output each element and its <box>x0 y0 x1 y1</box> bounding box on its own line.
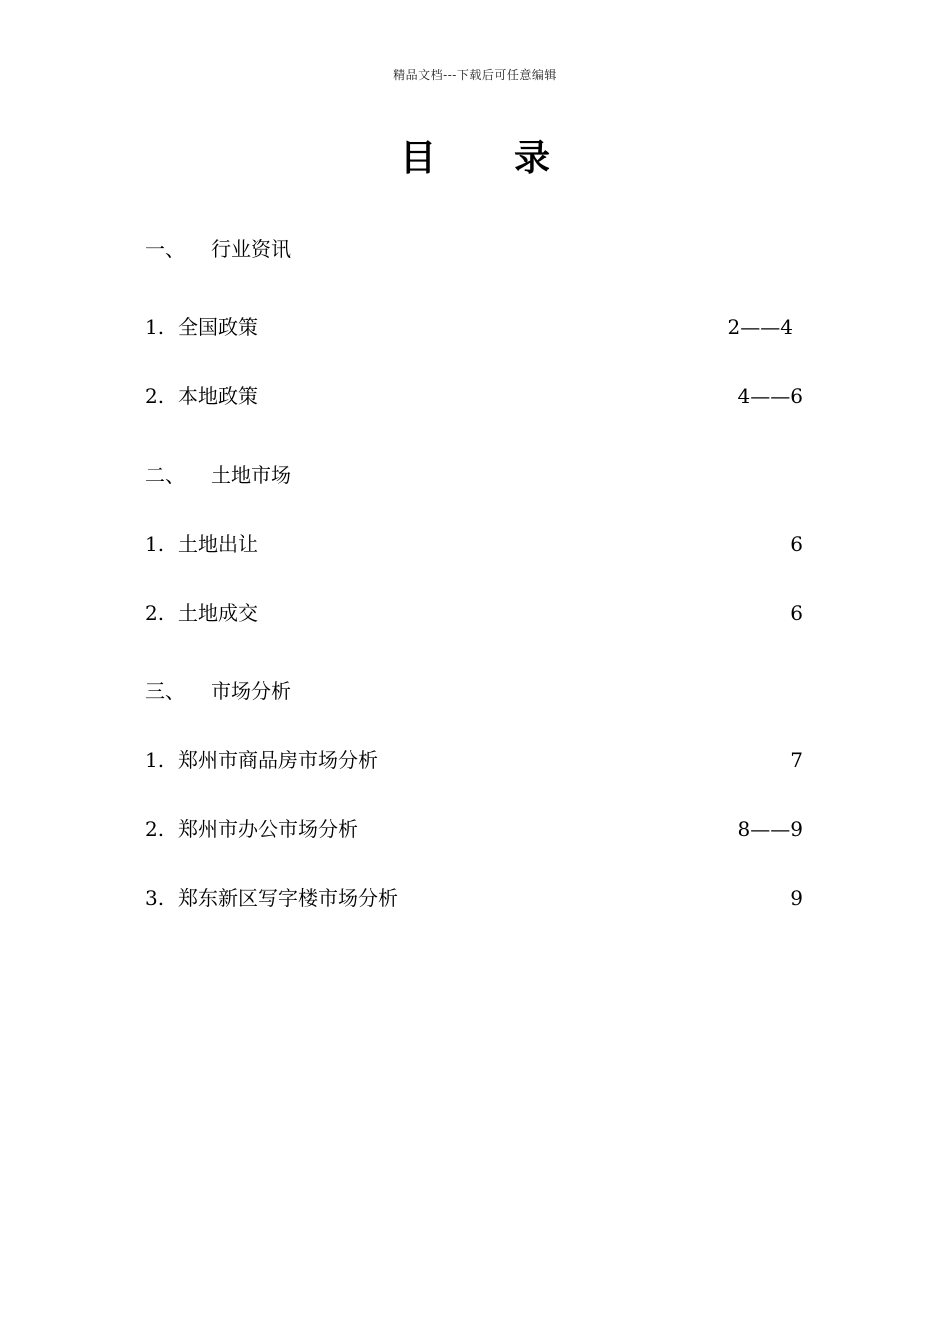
toc-section-number: 一、 <box>145 237 185 261</box>
toc-item-label: 本地政策 <box>178 384 258 408</box>
toc-item-2-1[interactable] <box>145 529 805 559</box>
toc-item-number: 1. <box>145 315 165 339</box>
toc-section-label: 行业资讯 <box>211 237 291 261</box>
toc-section-1[interactable] <box>145 234 805 264</box>
toc-item-label: 郑州市商品房市场分析 <box>178 748 378 772</box>
toc-item-page: 4——6 <box>737 384 803 408</box>
toc-section-number: 三、 <box>145 679 185 703</box>
toc-item-label: 土地出让 <box>178 532 258 556</box>
toc-item-number: 2. <box>145 384 165 408</box>
toc-item-number: 2. <box>145 817 165 841</box>
toc-item-number: 1. <box>145 748 165 772</box>
toc-item-number: 1. <box>145 532 165 556</box>
toc-item-number: 2. <box>145 601 165 625</box>
toc-item-number: 3. <box>145 886 165 910</box>
title-left-char: 目 <box>399 137 436 179</box>
title-right-char: 录 <box>514 137 551 179</box>
toc-item-page: 9 <box>790 886 803 910</box>
toc-item-page: 6 <box>790 601 803 625</box>
toc-section-number: 二、 <box>145 463 185 487</box>
toc-item-1-2[interactable] <box>145 381 805 411</box>
toc-section-label: 土地市场 <box>211 463 291 487</box>
toc-section-3[interactable] <box>145 676 805 706</box>
toc-item-page: 7 <box>790 748 803 772</box>
toc-item-page: 8——9 <box>737 817 803 841</box>
toc-item-1-1[interactable] <box>145 312 805 342</box>
toc-section-label: 市场分析 <box>211 679 291 703</box>
toc-item-label: 全国政策 <box>178 315 258 339</box>
toc-item-2-2[interactable] <box>145 598 805 628</box>
toc-item-label: 郑州市办公市场分析 <box>178 817 358 841</box>
toc-item-3-2[interactable] <box>145 814 805 844</box>
toc-item-label: 土地成交 <box>178 601 258 625</box>
header-note: 精品文档---下载后可任意编辑 <box>393 68 557 82</box>
toc-item-page: 2——4 <box>727 315 793 339</box>
toc-section-2[interactable] <box>145 460 805 490</box>
toc-item-page: 6 <box>790 532 803 556</box>
toc-item-3-3[interactable] <box>145 883 805 913</box>
table-of-contents <box>145 0 805 1344</box>
toc-item-3-1[interactable] <box>145 745 805 775</box>
toc-item-label: 郑东新区写字楼市场分析 <box>178 886 398 910</box>
